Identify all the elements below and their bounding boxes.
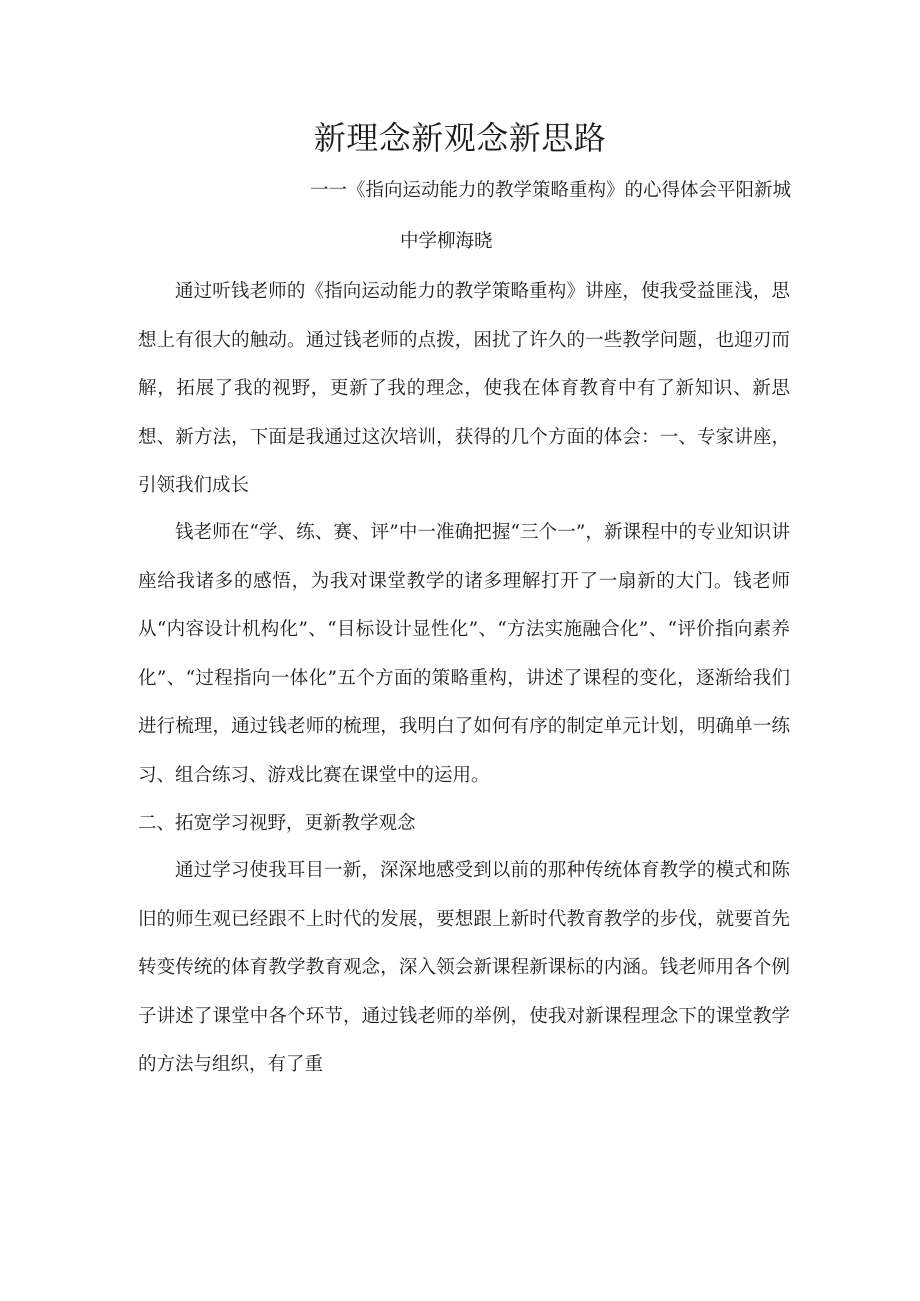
paragraph-1: 通过听钱老师的《指向运动能力的教学策略重构》讲座，使我受益匪浅，思想上有很大的触动。通过钱老师的点拨，困扰了许久的一些教学问题，也迎刃而解，拓展了我的视野，更新了我的理念，使我在体育教育中有了新知识、新思想、新方法，下面是我通过这次培训，获得的几个方面的体会：一、专家讲座，引领我们成长 [138, 281, 790, 496]
paragraph-3: 通过学习使我耳目一新，深深地感受到以前的那种传统体育教学的模式和陈旧的师生观已经跟不上时代的发展，要想跟上新时代教育教学的步伐，就要首先转变传统的体育教学教育观念，深入领会新课程新课标的内涵。钱老师用各个例子讲述了课堂中各个环节，通过钱老师的举例，使我对新课程理念下的课堂教学的方法与组织，有了重 [138, 860, 790, 1075]
document-subtitle-line-1: 一一《指向运动能力的教学策略重构》的心得体会平阳新城 [310, 180, 792, 201]
document-subtitle-line-2: 中学柳海晓 [400, 231, 493, 252]
section-heading-2: 二、拓宽学习视野，更新教学观念 [138, 813, 416, 834]
document-title: 新理念新观念新思路 [313, 119, 607, 157]
paragraph-2: 钱老师在“学、练、赛、评”中一准确把握“三个一”，新课程中的专业知识讲座给我诸多的感悟，为我对课堂教学的诸多理解打开了一扇新的大门。钱老师从“内容设计机构化”、“目标设计显性化”、“方法实施融合化”、“评价指向素养化”、“过程指向一体化”五个方面的策略重构，讲述了课程的变化，逐渐给我们进行梳理，通过钱老师的梳理，我明白了如何有序的制定单元计划，明确单一练习、组合练习、游戏比赛在课堂中的运用。 [138, 522, 790, 786]
